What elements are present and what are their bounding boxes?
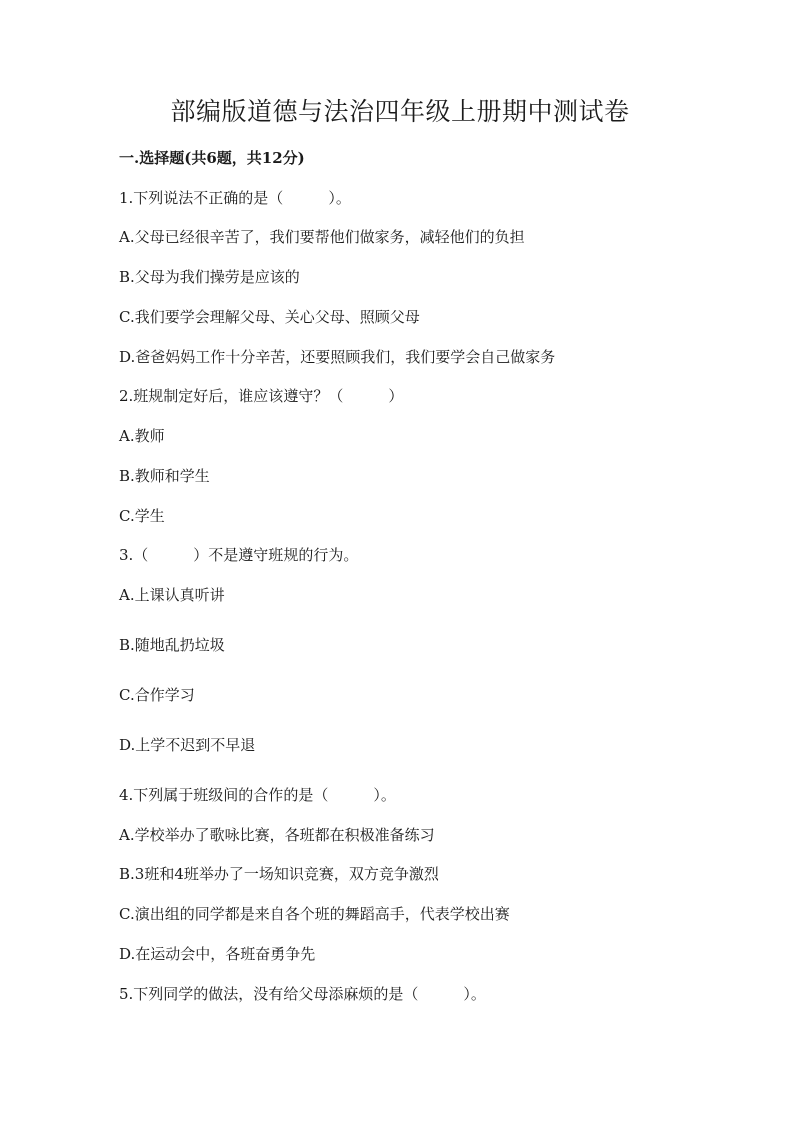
question-4-option-c: C.演出组的同学都是来自各个班的舞蹈高手，代表学校出赛 <box>119 905 510 923</box>
question-3-option-c: C.合作学习 <box>119 686 195 704</box>
question-2-option-a: A.教师 <box>119 427 165 445</box>
exam-title: 部编版道德与法治四年级上册期中测试卷 <box>170 97 630 126</box>
question-1-stem: 1.下列说法不正确的是（ ）。 <box>119 189 351 207</box>
question-3-stem: 3.（ ）不是遵守班规的行为。 <box>119 546 359 564</box>
question-1-option-c: C.我们要学会理解父母、关心父母、照顾父母 <box>119 308 420 326</box>
question-4-option-a: A.学校举办了歌咏比赛，各班都在积极准备练习 <box>119 826 435 844</box>
question-4-option-b: B.3班和4班举办了一场知识竞赛，双方竞争激烈 <box>119 865 439 883</box>
question-2-option-c: C.学生 <box>119 507 165 525</box>
question-5-stem: 5.下列同学的做法，没有给父母添麻烦的是（ ）。 <box>119 985 486 1003</box>
question-1-option-b: B.父母为我们操劳是应该的 <box>119 268 300 286</box>
question-3-option-b: B.随地乱扔垃圾 <box>119 636 225 654</box>
question-4-option-d: D.在运动会中，各班奋勇争先 <box>119 945 316 963</box>
section-heading: 一.选择题(共6题，共12分) <box>119 149 305 167</box>
question-1-option-d: D.爸爸妈妈工作十分辛苦，还要照顾我们，我们要学会自己做家务 <box>119 348 556 366</box>
question-2-stem: 2.班规制定好后，谁应该遵守？（ ） <box>119 387 404 405</box>
question-1-option-a: A.父母已经很辛苦了，我们要帮他们做家务，减轻他们的负担 <box>119 228 525 246</box>
question-3-option-a: A.上课认真听讲 <box>119 586 225 604</box>
question-3-option-d: D.上学不迟到不早退 <box>119 736 256 754</box>
question-2-option-b: B.教师和学生 <box>119 467 210 485</box>
question-4-stem: 4.下列属于班级间的合作的是（ ）。 <box>119 786 396 804</box>
